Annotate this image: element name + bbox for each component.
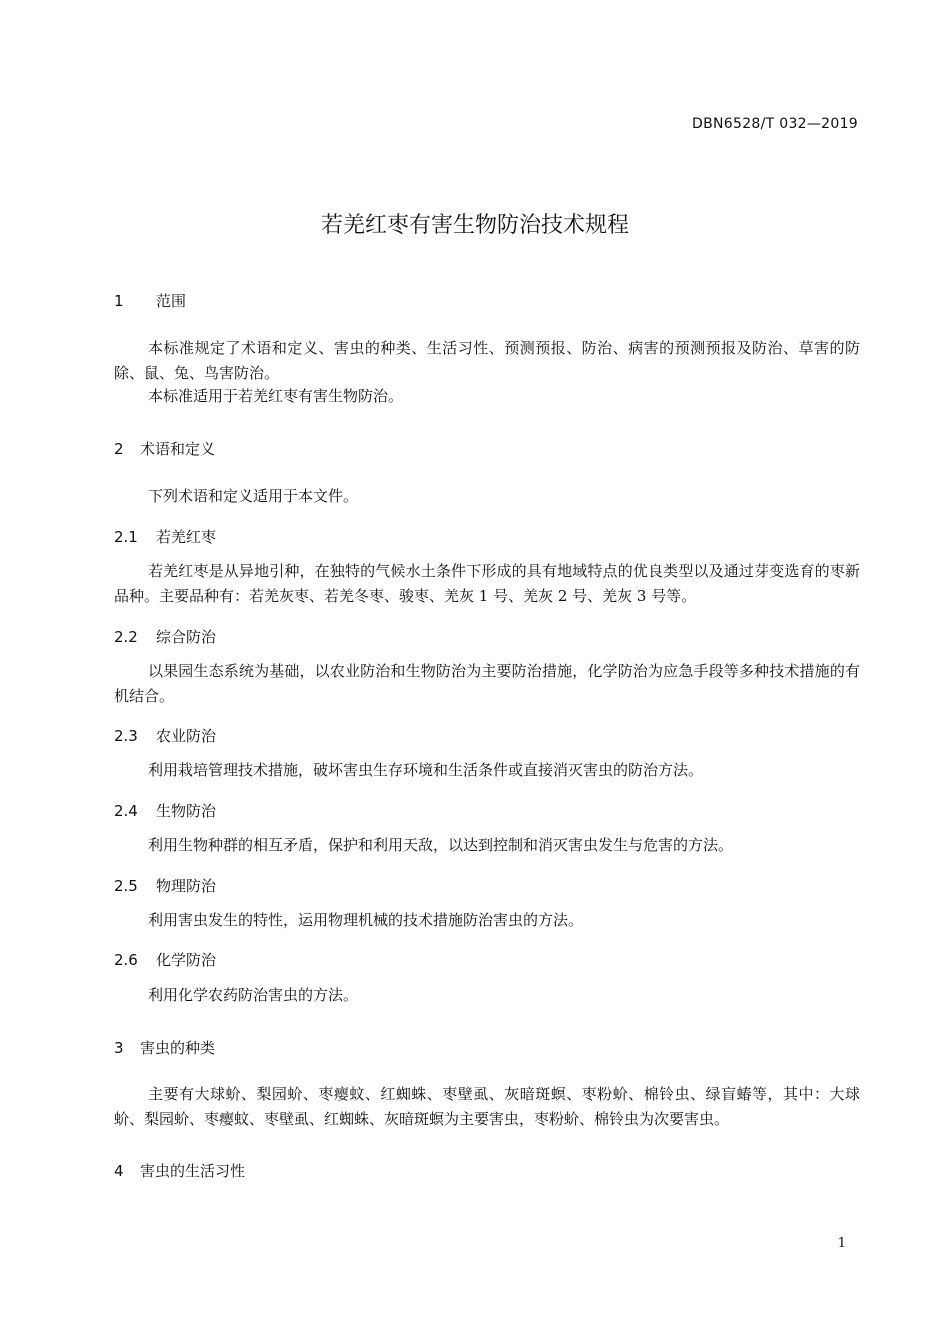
section-title: 若羌红枣 bbox=[156, 528, 217, 546]
section-title: 害虫的种类 bbox=[140, 1039, 216, 1057]
document-title: 若羌红枣有害生物防治技术规程 bbox=[320, 213, 629, 238]
paragraph: 利用化学农药防治害虫的方法。 bbox=[148, 986, 359, 1004]
paragraph: 利用害虫发生的特性，运用物理机械的技术措施防治害虫的方法。 bbox=[148, 911, 584, 929]
page-number: 1 bbox=[837, 1236, 846, 1251]
section-number: 3 bbox=[114, 1039, 124, 1057]
section-heading-2-5 bbox=[114, 875, 216, 896]
section-number: 1 bbox=[114, 292, 124, 310]
section-number: 2.1 bbox=[114, 528, 138, 546]
paragraph: 下列术语和定义适用于本文件。 bbox=[148, 487, 359, 505]
section-title: 生物防治 bbox=[156, 802, 217, 820]
section-number: 2.5 bbox=[114, 877, 138, 895]
section-heading-2-3 bbox=[114, 725, 216, 746]
section-title: 害虫的生活习性 bbox=[140, 1162, 246, 1180]
section-title: 范围 bbox=[156, 292, 187, 310]
section-number: 2.4 bbox=[114, 802, 138, 820]
section-number: 2 bbox=[114, 440, 124, 458]
paragraph: 利用栽培管理技术措施，破坏害虫生存环境和生活条件或直接消灭害虫的防治方法。 bbox=[148, 761, 704, 779]
section-heading-4 bbox=[114, 1160, 245, 1181]
section-heading-2-6 bbox=[114, 949, 216, 970]
paragraph: 利用生物种群的相互矛盾，保护和利用天敌，以达到控制和消灭害虫发生与危害的方法。 bbox=[148, 836, 734, 854]
section-title: 物理防治 bbox=[156, 877, 217, 895]
section-number: 4 bbox=[114, 1162, 124, 1180]
section-heading-2-1 bbox=[114, 526, 216, 547]
section-title: 术语和定义 bbox=[140, 440, 216, 458]
section-number: 2.6 bbox=[114, 951, 138, 969]
section-title: 化学防治 bbox=[156, 951, 217, 969]
section-heading-2 bbox=[114, 438, 215, 459]
section-heading-1 bbox=[114, 290, 186, 311]
section-heading-2-4 bbox=[114, 800, 216, 821]
standard-code: DBN6528/T 032—2019 bbox=[692, 116, 858, 132]
paragraph: 主要有大球蚧、梨园蚧、枣瘿蚊、红蜘蛛、枣壁虱、灰暗斑螟、枣粉蚧、棉铃虫、绿盲蝽等，其中：大球蚧、梨园蚧、枣瘿蚊、枣壁虱、红蜘蛛、灰暗斑螟为主要害虫，枣粉蚧、棉铃虫为次要害虫。 bbox=[114, 1085, 860, 1128]
paragraph: 本标准规定了术语和定义、害虫的种类、生活习性、预测预报、防治、病害的预测预报及防治、草害的防除、鼠、兔、鸟害防治。 bbox=[114, 339, 860, 382]
section-title: 综合防治 bbox=[156, 628, 217, 646]
paragraph: 本标准适用于若羌红枣有害生物防治。 bbox=[148, 387, 404, 405]
section-heading-2-2 bbox=[114, 626, 216, 647]
section-heading-3 bbox=[114, 1037, 215, 1058]
section-title: 农业防治 bbox=[156, 727, 217, 745]
paragraph: 若羌红枣是从异地引种，在独特的气候水土条件下形成的具有地域特点的优良类型以及通过芽变选育的枣新品种。主要品种有：若羌灰枣、若羌冬枣、骏枣、羌灰 1 号、羌灰 2 号、羌灰 3 号等。 bbox=[114, 562, 860, 605]
paragraph: 以果园生态系统为基础，以农业防治和生物防治为主要防治措施，化学防治为应急手段等多种技术措施的有机结合。 bbox=[114, 662, 860, 705]
section-number: 2.3 bbox=[114, 727, 138, 745]
section-number: 2.2 bbox=[114, 628, 138, 646]
